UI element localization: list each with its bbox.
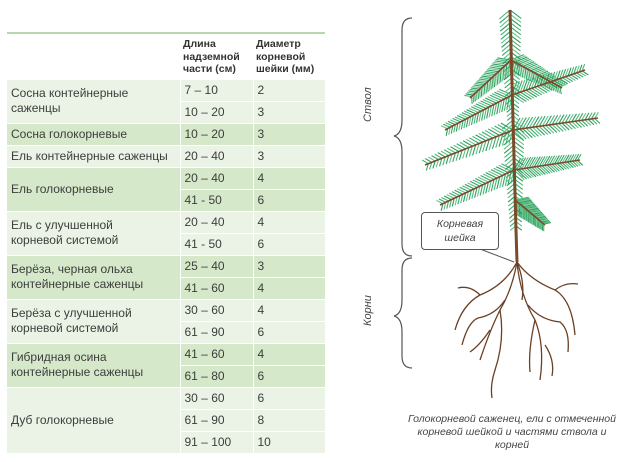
needle [490,95,502,100]
length-cell: 10 – 20 [180,123,253,145]
length-cell: 91 – 100 [180,431,253,453]
species-cell: Гибридная осина контейнерные саженцы [7,343,180,387]
length-cell: 41 - 50 [180,233,253,255]
needle [539,116,545,126]
table-row [7,80,325,102]
needle [575,161,581,166]
diameter-cell: 4 [253,277,325,299]
needle [483,174,494,179]
length-cell: 30 – 60 [180,387,253,409]
diameter-cell: 6 [253,365,325,387]
needle [494,76,495,87]
stem-brace [394,18,412,256]
length-cell: 7 – 10 [180,80,253,102]
needle [501,27,511,35]
diameter-cell: 2 [253,80,325,102]
needle [484,85,485,94]
needle [533,117,539,128]
needle [529,117,535,128]
needle [556,124,564,131]
needle [569,122,576,128]
needle [467,92,475,93]
needle [502,69,503,81]
needle [478,80,488,82]
needle [482,132,493,138]
needle [536,116,542,126]
length-cell: 41 – 60 [180,277,253,299]
needle [473,136,483,142]
needle [481,101,492,106]
needle [475,94,476,102]
needle [485,98,496,103]
needle [542,126,550,134]
length-cell: 61 – 90 [180,409,253,431]
needle [483,99,494,104]
roots-label: Корни [362,295,374,326]
length-cell: 30 – 60 [180,299,253,321]
species-cell: Сосна контейнерные саженцы [7,80,180,124]
needle [480,77,490,79]
table-row [7,167,325,189]
needle [476,135,486,141]
diameter-cell: 4 [253,167,325,189]
needle [481,76,492,78]
needle [422,160,428,164]
length-cell: 61 – 80 [180,365,253,387]
length-cell: 25 – 40 [180,255,253,277]
needle [483,86,484,95]
needle [495,75,496,86]
diameter-cell: 3 [253,101,325,123]
diameter-cell: 6 [253,387,325,409]
needle [498,72,499,84]
needle [473,95,474,103]
length-cell: 41 - 50 [180,189,253,211]
table-row [7,343,325,365]
needle [472,86,481,87]
needle [496,167,508,173]
needle [474,85,483,86]
needle [488,97,500,102]
length-cell: 41 – 60 [180,343,253,365]
header-species [7,34,180,80]
needle [488,129,499,135]
species-cell: Ель голокорневые [7,167,180,211]
needle [476,82,486,83]
needle [474,105,484,109]
needle [478,91,479,99]
table-row [7,145,325,167]
seedling-table [7,32,325,454]
roots [455,262,578,398]
needle [523,117,530,128]
table-header-row [7,34,325,80]
needle [500,70,501,82]
needle [425,159,432,163]
diameter-cell: 6 [253,189,325,211]
needle [464,95,471,96]
diameter-cell: 6 [253,321,325,343]
length-cell: 20 – 40 [180,211,253,233]
needle [500,18,510,27]
table-row [7,299,325,321]
needle [469,138,479,144]
diameter-cell: 4 [253,299,325,321]
length-cell: 10 – 20 [180,101,253,123]
needle [505,66,506,79]
needle [500,23,510,31]
header-length: Длина надземной части (см) [180,34,253,80]
species-cell: Дуб голокорневые [7,387,180,453]
callout-pointer [480,249,514,262]
needle [526,117,533,128]
needle [492,94,504,99]
length-cell: 20 – 40 [180,145,253,167]
needle [570,162,576,168]
roots-brace [394,258,412,368]
needle [475,83,484,84]
stem-label: Ствол [362,87,374,122]
needle [499,10,510,19]
needle [485,130,496,136]
needle [494,168,506,174]
species-cell: Ель контейнерные саженцы [7,145,180,167]
needle [497,73,498,85]
needle [479,79,489,81]
needle [487,82,488,92]
diameter-cell: 10 [253,431,325,453]
needle [476,104,486,109]
species-cell: Берёза, черная ольха контейнерные саженцы [7,255,180,299]
table-row [7,211,325,233]
needle [567,162,573,168]
species-cell: Ель с улучшенной корневой системой [7,211,180,255]
needle [471,88,480,89]
needle [468,91,476,92]
needle [491,127,502,134]
header-diameter: Диаметр корневой шейки (мм) [253,34,325,80]
needle [481,88,482,97]
needle [478,102,489,107]
diameter-cell: 3 [253,145,325,167]
needle [488,171,499,177]
needle [552,124,560,131]
needle [491,170,503,176]
needle [479,89,480,98]
needle [562,123,569,130]
needle [489,80,490,90]
needle [478,177,488,182]
needle [476,92,477,100]
needle [572,161,578,166]
diameter-cell: 4 [253,211,325,233]
needle [503,67,504,80]
diameter-cell: 3 [253,255,325,277]
needle [559,124,566,131]
needle [546,125,554,133]
needle [565,123,572,130]
diameter-cell: 6 [253,233,325,255]
needle [491,79,492,89]
needle [500,14,511,23]
diameter-cell: 3 [253,123,325,145]
illustration-caption: Голокорневой саженец, ели с отмеченной корневой шейкой и частями ствола и корней [408,413,616,451]
needle [508,63,509,76]
needle [466,94,473,95]
needle [549,125,557,133]
root-collar-callout: Корневая шейка [421,212,499,250]
needle [475,178,485,183]
needle [486,83,487,93]
needle [479,133,490,139]
species-cell: Берёза с улучшенной корневой системой [7,299,180,343]
table-row [7,387,325,409]
needle [470,89,478,90]
needle [506,64,507,77]
table-row [7,123,325,145]
needle [473,180,483,185]
seedling-size-table [7,34,326,454]
diameter-cell: 4 [253,343,325,365]
needle [472,97,473,104]
needle [492,78,493,89]
needle [481,176,492,181]
needle [486,173,497,178]
species-cell: Сосна голокорневые [7,123,180,145]
table-row [7,255,325,277]
length-cell: 61 – 90 [180,321,253,343]
length-cell: 20 – 40 [180,167,253,189]
needle [572,122,579,128]
needle [563,78,571,83]
diameter-cell: 8 [253,409,325,431]
